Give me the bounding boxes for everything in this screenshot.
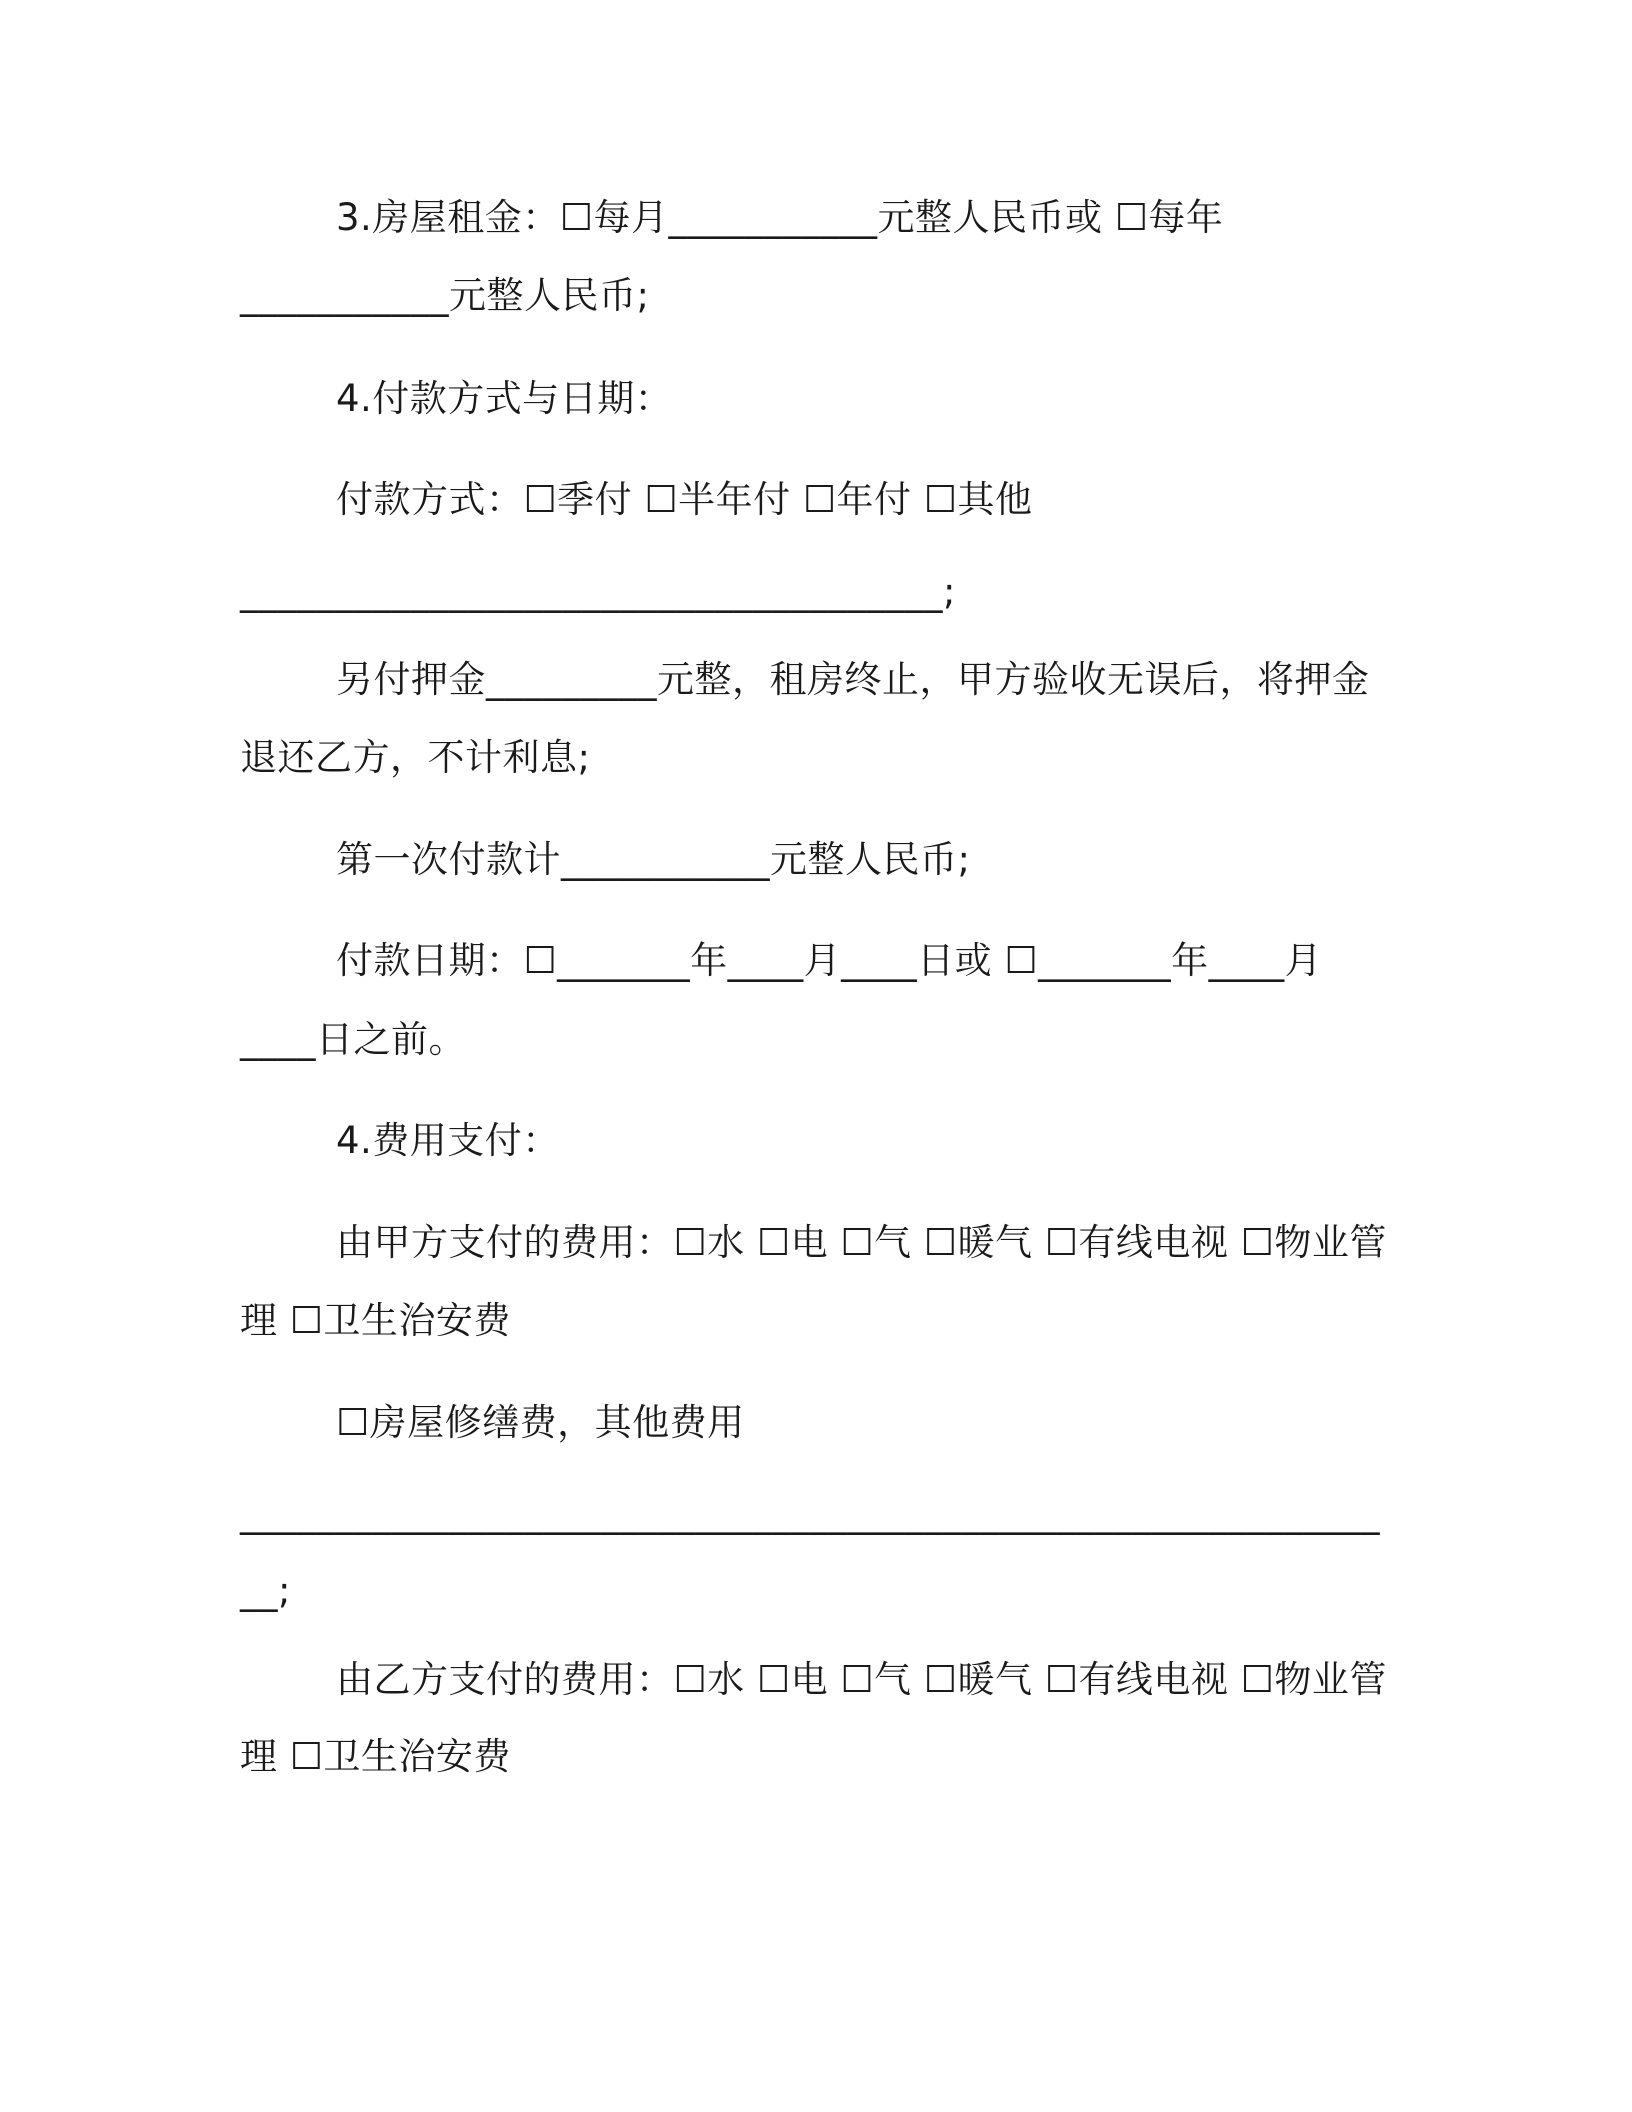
payment-method-other-blank: _____________________________________; [240, 570, 956, 613]
party-a-fees-line: 由甲方支付的费用：☐水 ☐电 ☐气 ☐暖气 ☐有线电视 ☐物业管 [336, 1221, 1387, 1264]
deposit-line-continued: 退还乙方，不计利息; [240, 736, 591, 779]
payment-heading: 4.付款方式与日期： [336, 377, 673, 420]
payment-method-line: 付款方式：☐季付 ☐半年付 ☐年付 ☐其他 [336, 478, 1033, 521]
first-payment-line: 第一次付款计___________元整人民币; [336, 838, 971, 881]
payment-date-line: 付款日期：☐_______年____月____日或 ☐_______年____月 [336, 939, 1323, 982]
party-b-fees-line: 由乙方支付的费用：☐水 ☐电 ☐气 ☐暖气 ☐有线电视 ☐物业管 [336, 1658, 1387, 1701]
fees-heading: 4.费用支付： [336, 1119, 560, 1162]
rent-line-continued: ___________元整人民币; [240, 274, 650, 317]
payment-date-line-continued: ____日之前。 [240, 1018, 466, 1061]
other-fees-blank-end: __; [240, 1569, 291, 1612]
party-a-fees-line-continued: 理 ☐卫生治安费 [240, 1299, 511, 1342]
party-b-fees-line-continued: 理 ☐卫生治安费 [240, 1735, 511, 1778]
repair-fees-line: ☐房屋修缮费，其他费用 [336, 1401, 745, 1444]
rent-line: 3.房屋租金：☐每月___________元整人民币或 ☐每年 [336, 196, 1224, 239]
deposit-line: 另付押金_________元整，租房终止，甲方验收无误后，将押金 [336, 658, 1370, 701]
other-fees-blank: ____________________________________________________________ [240, 1492, 1380, 1535]
